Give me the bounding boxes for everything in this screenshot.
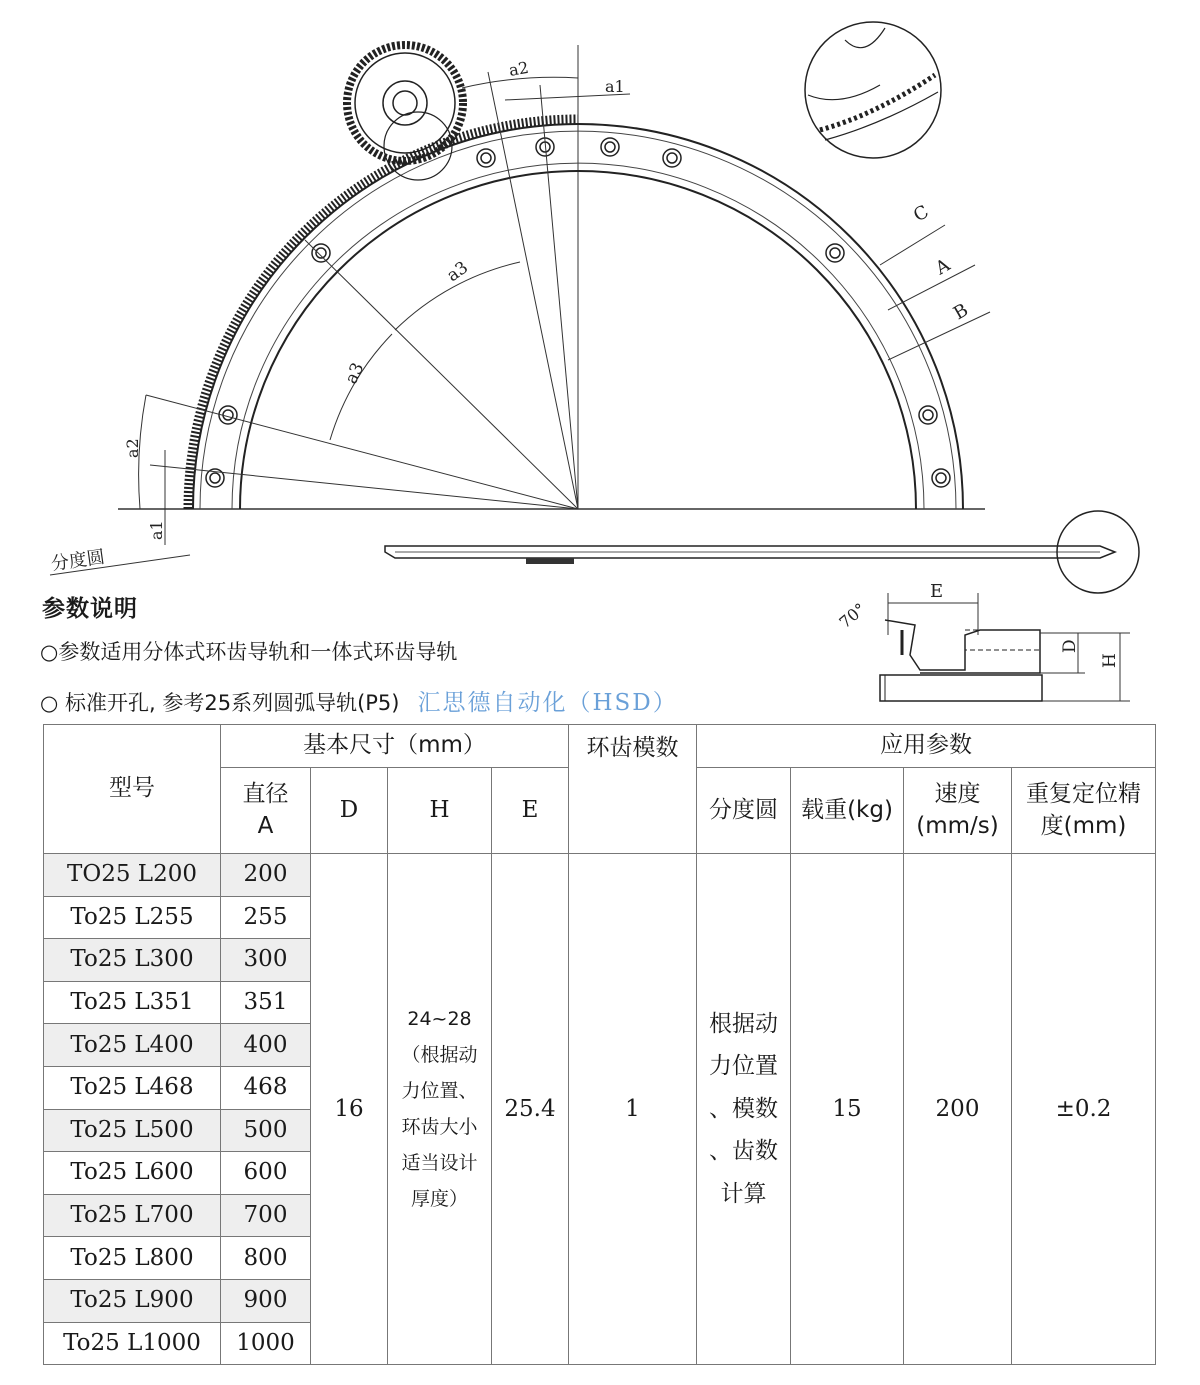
cell-H-line5: 适当设计 bbox=[401, 1152, 478, 1175]
params-heading: 参数说明 bbox=[42, 596, 138, 622]
label-B: B bbox=[950, 299, 972, 325]
header-repeat-accuracy bbox=[1012, 768, 1156, 854]
note-standard-holes bbox=[40, 684, 678, 717]
label-pitch-circle: 分度圆 bbox=[49, 546, 107, 575]
label-H: H bbox=[1100, 653, 1120, 668]
cell-pitch-line3: 、模数 bbox=[709, 1095, 778, 1122]
header-basic-dims: 基本尺寸（mm） bbox=[221, 725, 569, 768]
label-a1-left: a1 bbox=[147, 520, 166, 540]
cell-H-line2: （根据动 bbox=[401, 1043, 478, 1066]
cell-H bbox=[388, 854, 492, 1365]
row-model: To25 L1000 bbox=[44, 1322, 221, 1365]
header-diameter-label: 直径 bbox=[242, 781, 289, 808]
cell-pitch-line4: 、齿数 bbox=[709, 1138, 778, 1165]
cell-pitch-line2: 力位置 bbox=[709, 1053, 778, 1080]
row-model: To25 L800 bbox=[44, 1237, 221, 1280]
section-detail-drawing bbox=[830, 575, 1160, 715]
a3-arc-2 bbox=[330, 334, 392, 440]
cell-H-line4: 环齿大小 bbox=[401, 1116, 478, 1139]
row-diameter: 800 bbox=[221, 1237, 311, 1280]
note-applicable: ○参数适用分体式环齿导轨和一体式环齿导轨 bbox=[40, 640, 458, 664]
header-ring-module: 环齿模数 bbox=[569, 725, 697, 854]
row-diameter: 255 bbox=[221, 896, 311, 939]
spec-table bbox=[43, 724, 1156, 1365]
row-model: To25 L468 bbox=[44, 1066, 221, 1109]
header-speed-unit: (mm/s) bbox=[916, 812, 999, 839]
row-diameter: 1000 bbox=[221, 1322, 311, 1365]
tooth-detail-view bbox=[805, 22, 941, 158]
header-repeat-label: 重复定位精 bbox=[1026, 781, 1141, 808]
cell-pitch-line5: 计算 bbox=[720, 1180, 767, 1207]
row-model: To25 L351 bbox=[44, 981, 221, 1024]
a2-top-arc bbox=[462, 77, 578, 88]
row-diameter: 351 bbox=[221, 981, 311, 1024]
header-D: D bbox=[311, 768, 388, 854]
cell-E: 25.4 bbox=[492, 854, 569, 1365]
row-diameter: 500 bbox=[221, 1109, 311, 1152]
cell-H-line6: 厚度） bbox=[410, 1188, 468, 1211]
row-model: To25 L700 bbox=[44, 1194, 221, 1237]
row-diameter: 200 bbox=[221, 854, 311, 897]
row-model: To25 L900 bbox=[44, 1279, 221, 1322]
row-model: To25 L600 bbox=[44, 1152, 221, 1195]
label-a1-top: a1 bbox=[605, 77, 625, 96]
table-row bbox=[44, 854, 1156, 897]
label-a2-top: a2 bbox=[507, 57, 531, 80]
cell-module: 1 bbox=[569, 854, 697, 1365]
leader-B bbox=[888, 312, 990, 360]
note-standard-holes-text: ○ 标准开孔, 参考25系列圆弧导轨(P5) bbox=[40, 691, 400, 715]
label-angle: 70° bbox=[835, 599, 870, 633]
header-model: 型号 bbox=[44, 725, 221, 854]
label-a2-left: a2 bbox=[123, 438, 142, 458]
label-A: A bbox=[932, 254, 954, 280]
row-model: To25 L255 bbox=[44, 896, 221, 939]
brand-label: 汇思德自动化（HSD） bbox=[417, 690, 678, 716]
row-model: To25 L300 bbox=[44, 939, 221, 982]
row-model: To25 L400 bbox=[44, 1024, 221, 1067]
cell-accuracy: ±0.2 bbox=[1012, 854, 1156, 1365]
row-diameter: 300 bbox=[221, 939, 311, 982]
cell-H-line1: 24~28 bbox=[407, 1007, 472, 1030]
label-D: D bbox=[1060, 639, 1080, 653]
cell-pitch-circle bbox=[697, 854, 791, 1365]
row-model: To25 L500 bbox=[44, 1109, 221, 1152]
cell-load: 15 bbox=[791, 854, 904, 1365]
row-diameter: 700 bbox=[221, 1194, 311, 1237]
header-application: 应用参数 bbox=[697, 725, 1156, 768]
label-a3-lower: a3 bbox=[341, 359, 369, 388]
header-speed bbox=[904, 768, 1012, 854]
header-diameter bbox=[221, 768, 311, 854]
header-repeat-unit: 度(mm) bbox=[1040, 812, 1127, 839]
header-E: E bbox=[492, 768, 569, 854]
label-C: C bbox=[910, 201, 933, 227]
header-load: 载重(kg) bbox=[791, 768, 904, 854]
cell-pitch-line1: 根据动 bbox=[709, 1010, 778, 1037]
row-diameter: 468 bbox=[221, 1066, 311, 1109]
label-E: E bbox=[930, 581, 944, 602]
cell-H-line3: 力位置、 bbox=[401, 1079, 478, 1102]
label-a3-upper: a3 bbox=[443, 257, 473, 287]
row-diameter: 900 bbox=[221, 1279, 311, 1322]
row-diameter: 600 bbox=[221, 1152, 311, 1195]
row-model: TO25 L200 bbox=[44, 854, 221, 897]
cell-speed: 200 bbox=[904, 854, 1012, 1365]
header-speed-label: 速度 bbox=[934, 781, 981, 808]
ring-gear-drawing bbox=[0, 0, 1200, 600]
header-H: H bbox=[388, 768, 492, 854]
row-diameter: 400 bbox=[221, 1024, 311, 1067]
pinion-gear bbox=[347, 45, 463, 180]
header-pitch-circle: 分度圆 bbox=[697, 768, 791, 854]
header-diameter-unit: A bbox=[257, 812, 274, 839]
cell-D: 16 bbox=[311, 854, 388, 1365]
